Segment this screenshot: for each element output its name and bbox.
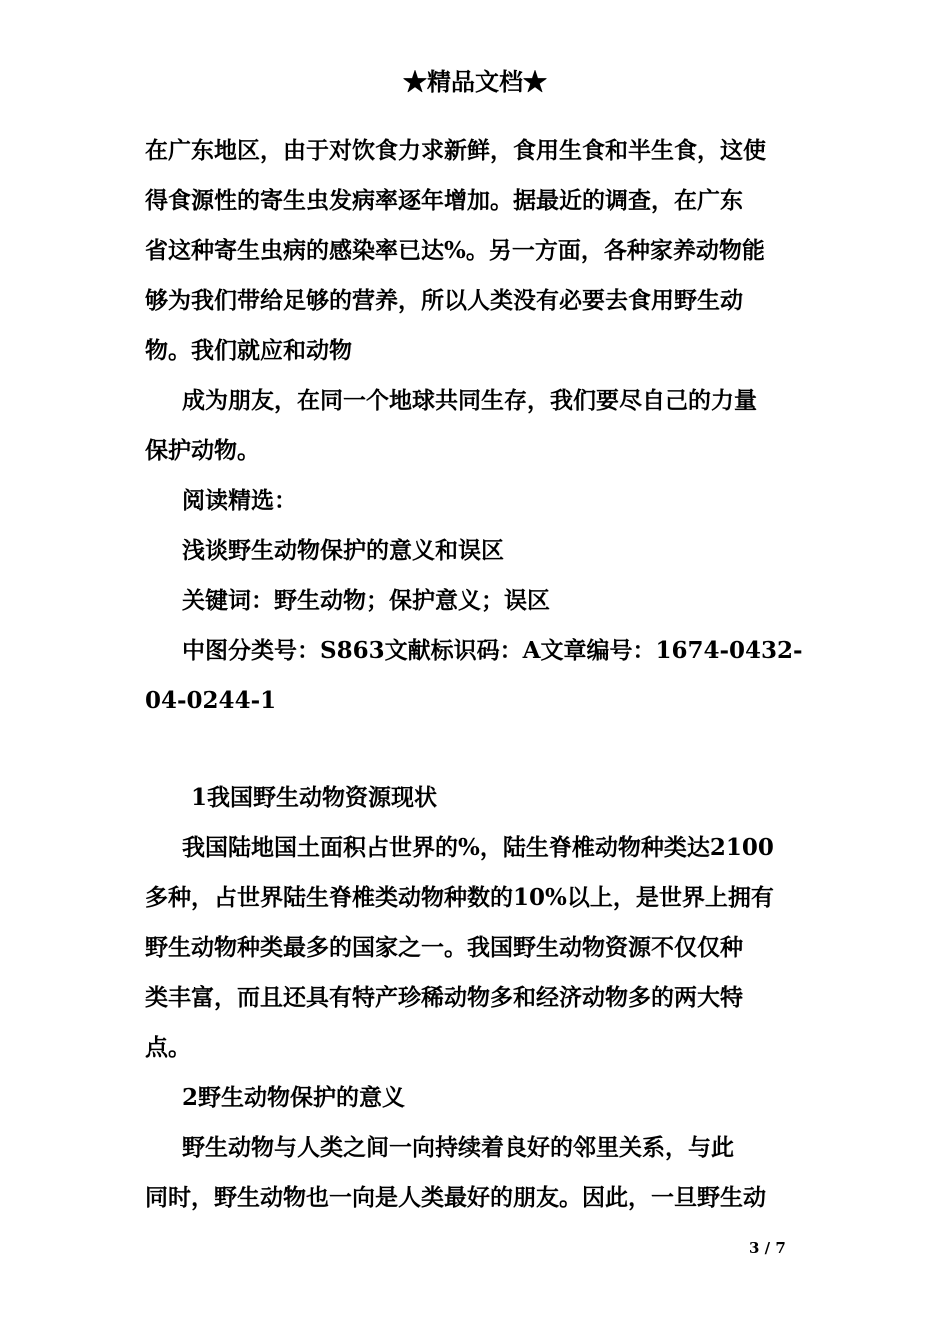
paragraph-line: 点。 — [145, 1034, 191, 1061]
paragraph-line: 多种，占世界陆生脊椎类动物种数的10%以上，是世界上拥有 — [145, 884, 774, 911]
paragraph-line: 保护动物。 — [145, 437, 260, 464]
paragraph-line: 省这种寄生虫病的感染率已达%。另一方面，各种家养动物能 — [145, 237, 765, 264]
paragraph-line: 类丰富，而且还具有特产珍稀动物多和经济动物多的两大特 — [145, 984, 743, 1011]
paragraph-line: 够为我们带给足够的营养，所以人类没有必要去食用野生动 — [145, 287, 743, 314]
document-body-section — [145, 773, 810, 1223]
paragraph-line: 同时，野生动物也一向是人类最好的朋友。因此，一旦野生动 — [145, 1184, 766, 1211]
classification-line: 04-0244-1 — [145, 687, 277, 714]
section-heading: 2野生动物保护的意义 — [182, 1084, 406, 1111]
paragraph-line: 野生动物种类最多的国家之一。我国野生动物资源不仅仅种 — [145, 934, 743, 961]
paragraph-line: 成为朋友，在同一个地球共同生存，我们要尽自己的力量 — [182, 387, 757, 414]
article-title: 浅谈野生动物保护的意义和误区 — [182, 537, 504, 564]
page-header-title: ★精品文档★ — [403, 67, 547, 96]
document-body — [145, 126, 810, 726]
paragraph-line: 得食源性的寄生虫发病率逐年增加。据最近的调查，在广东 — [145, 187, 743, 214]
page-number: 3 / 7 — [749, 1239, 786, 1257]
keywords-line: 关键词：野生动物；保护意义；误区 — [182, 587, 550, 614]
classification-line: 中图分类号：S863文献标识码：A文章编号：1674-0432- — [182, 637, 803, 664]
reading-label: 阅读精选： — [182, 487, 297, 514]
paragraph-line: 在广东地区，由于对饮食力求新鲜，食用生食和半生食，这使 — [145, 137, 766, 164]
section-heading: 1我国野生动物资源现状 — [191, 784, 438, 811]
paragraph-line: 野生动物与人类之间一向持续着良好的邻里关系，与此 — [182, 1134, 734, 1161]
paragraph-line: 物。我们就应和动物 — [145, 337, 352, 364]
paragraph-line: 我国陆地国土面积占世界的%，陆生脊椎动物种类达2100 — [182, 834, 774, 861]
